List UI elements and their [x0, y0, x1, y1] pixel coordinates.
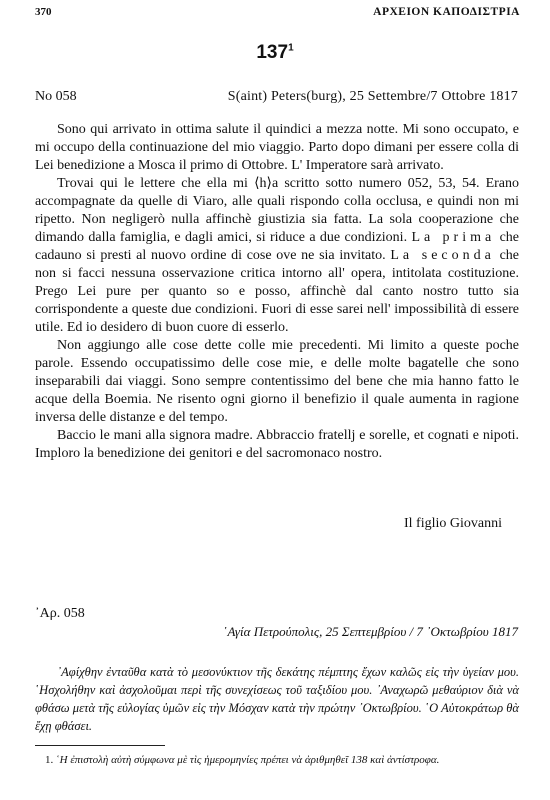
- greek-letter-reference: ᾽Αρ. 058: [35, 606, 85, 621]
- running-header: [35, 6, 520, 22]
- running-title: ΑΡΧΕΙΟΝ ΚΑΠΟΔΙΣΤΡΙΑ: [373, 6, 520, 18]
- footnote-number: 1.: [45, 754, 54, 766]
- paragraph: Baccio le mani alla signora madre. Abbraccio fratellj e sorelle, et cognati e nipoti. Imploro la benedizione dei genitori e del sacromonaco nostro.: [35, 428, 519, 461]
- document-number: [0, 42, 550, 64]
- greek-place-date: ῾Αγία Πετρούπολις, 25 Σεπτεμβρίου / 7 ᾽Οκτωβρίου 1817: [223, 624, 518, 639]
- paragraph-text: Trovai qui le lettere che ella mi ⟨h⟩a scritto sotto numero 052, 53, 54. Erano accompagnate da quelle di Viaro, alle quali rispondo colla occlusa, e quindi non mi ripetto. Non negligerò nulla affinchè giustizia sia fatta. La sola cooperazione che dimando dalla famiglia, e dagli amici, si riduce a due condizioni.: [35, 176, 519, 245]
- greek-paragraph: ᾽Αφίχθην ἐνταῦθα κατὰ τὸ μεσονύκτιον τῆς δεκάτης πέμπτης ἔχων καλῶς εἰς τὴν ὑγείαν μου. ῾Ησχολήθην καὶ ἀσχολοῦμαι περὶ τῆς συνεχίσεως τοῦ ταξιδίου μου. ᾽Αναχωρῶ μεθαύριον διὰ νὰ φθάσω μετὰ τῆς εὐλογίας ὑμῶν εἰς τὴν Μόσχαν κατὰ τὴν πρώτην ᾽Οκτωβρίου. ῾Ο Αὐτοκράτωρ θὰ ἔχῃ φθάσει.: [35, 665, 519, 733]
- greek-letter-body: [35, 663, 519, 735]
- page-number: 370: [35, 6, 52, 18]
- paragraph: Sono qui arrivato in ottima salute il quindici a mezza notte. Mi sono occupato, e mi occupo della continuazione del mio viaggio. Parto dopo dimani per essere colla di Lei benedizione a Mosca il primo di Ottobre. L' Imperatore sarà arrivato.: [35, 122, 519, 173]
- footnote-divider: [35, 745, 165, 746]
- paragraph: [35, 175, 519, 337]
- letter-reference: No 058: [35, 89, 77, 104]
- greek-dateline: [35, 606, 518, 646]
- paragraph-text: che non si facci nessuna osservazione critica intorno all' opera, intitolata costituzione. Prego Lei pure per quanto so e posso, affinchè dal canto nostro tutto sia corrispondente a queste due condizioni. Fuori di esse sarei nell' impossibilità di essere utile. Ed io desidero di buon cuore di esserlo.: [35, 248, 520, 335]
- paragraph: Non aggiungo alle cose dette colle mie precedenti. Mi limito a queste poche parole. Essendo occupatissimo delle cose mie, e delle molte bagatelle che sono inseparabili dai viaggi. Sono sempre contentissimo del bene che mia hanno fatto le acque della Boemia. Ne risento ogni giorno il benefizio il quale aumenta in ragione inversa delle distanze e del tempo.: [35, 338, 519, 425]
- document-number-text: 137: [256, 42, 289, 63]
- italian-dateline: [35, 89, 518, 107]
- emphasis-second: La seconda: [390, 248, 495, 263]
- footnote: [35, 752, 519, 768]
- footnote-text: ῾Η ἐπιστολὴ αὐτὴ σύμφωνα μὲ τὶς ἡμερομηνίες πρέπει νὰ ἀριθμηθεῖ 138 καὶ ἀντίστροφα.: [56, 754, 440, 766]
- footnote-marker: 1: [288, 42, 294, 54]
- signature: Il figlio Giovanni: [404, 516, 502, 531]
- place-date: S(aint) Peters(burg), 25 Settembre/7 Ottobre 1817: [227, 89, 518, 104]
- emphasis-first: La prima: [411, 230, 496, 245]
- italian-letter-body: [35, 121, 519, 463]
- paragraph-text: che cadauno si presti al nuovo ordine di cose ove ne sia invitato.: [35, 230, 520, 263]
